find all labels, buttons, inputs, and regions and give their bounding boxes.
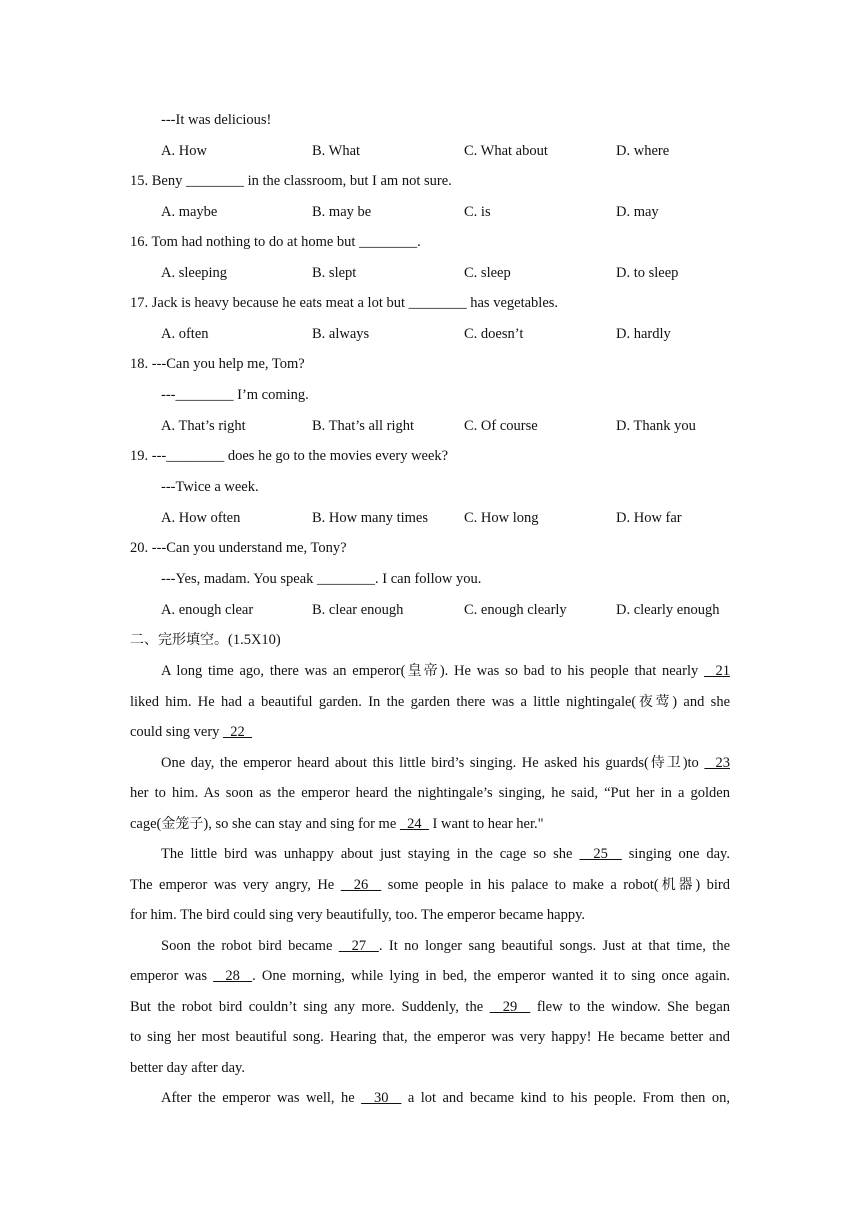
q20-reply: ---Yes, madam. You speak ________. I can follow you. xyxy=(161,571,482,587)
section-heading-score: (1.5X10) xyxy=(228,632,281,648)
p4-line3: But the robot bird couldn’t sing any more. Suddenly, the 29 flew to the window. She began xyxy=(130,999,730,1015)
q17-stem: 17. Jack is heavy because he eats meat a lot but ________ has vegetables. xyxy=(130,295,559,311)
section-heading xyxy=(130,631,281,649)
q15-option-a: A. maybe xyxy=(161,204,218,220)
p3-line1: The little bird was unhappy about just staying in the cage so she 25 singing one day. xyxy=(161,846,730,862)
blank-26: 26 xyxy=(340,877,382,893)
q18-option-a: A. That’s right xyxy=(161,418,246,434)
q20-option-c: C. enough clearly xyxy=(464,602,567,618)
q18-option-d: D. Thank you xyxy=(616,418,696,434)
blank-22: 22 xyxy=(223,724,253,740)
q17-option-d: D. hardly xyxy=(616,326,671,342)
p3-line2: The emperor was very angry, He 26 some people in his palace to make a robot(机器) bird xyxy=(130,877,731,893)
q17-option-c: C. doesn’t xyxy=(464,326,524,342)
p1-line3: could sing very 22 xyxy=(130,724,253,740)
blank-21: 21 xyxy=(703,663,730,679)
q19-option-c: C. How long xyxy=(464,510,539,526)
p4-line2: emperor was 28 . One morning, while lying in bed, the emperor wanted it to sing once again. xyxy=(130,968,731,984)
p1-line1: A long time ago, there was an emperor(皇帝). He was so bad to his people that nearly 21 xyxy=(161,663,730,679)
blank-27: 27 xyxy=(338,938,379,954)
q18-reply: ---________ I’m coming. xyxy=(161,387,309,403)
p2-line2: her to him. As soon as the emperor heard the nightingale’s singing, he said, “Put her in a golden xyxy=(130,785,730,801)
q18-option-b: B. That’s all right xyxy=(312,418,415,434)
p2-line1: One day, the emperor heard about this little bird’s singing. He asked his guards(侍卫)to 23 xyxy=(161,755,731,771)
q20-option-b: B. clear enough xyxy=(312,602,404,618)
p4-line4: to sing her most beautiful song. Hearing that, the emperor was very happy! He became better and xyxy=(130,1029,730,1045)
q16-option-b: B. slept xyxy=(312,265,357,281)
blank-23: 23 xyxy=(704,755,731,771)
p1-line2: liked him. He had a beautiful garden. In the garden there was a little nightingale(夜莺) and she xyxy=(130,694,731,710)
q14-option-c: C. What about xyxy=(464,143,548,159)
blank-30: 30 xyxy=(361,1090,402,1106)
q16-option-d: D. to sleep xyxy=(616,265,679,281)
p3-line3: for him. The bird could sing very beautifully, too. The emperor became happy. xyxy=(130,907,586,923)
q19-stem: 19. ---________ does he go to the movies every week? xyxy=(130,448,449,464)
section-heading-cn: 二、完形填空。 xyxy=(130,632,228,648)
p2-line3: cage(金笼子), so she can stay and sing for me 24 I want to hear her." xyxy=(130,816,544,832)
q19-reply: ---Twice a week. xyxy=(161,479,259,495)
q19-option-b: B. How many times xyxy=(312,510,428,526)
blank-25: 25 xyxy=(579,846,622,862)
q16-option-a: A. sleeping xyxy=(161,265,228,281)
q14-option-d: D. where xyxy=(616,143,670,159)
q15-stem: 15. Beny ________ in the classroom, but I am not sure. xyxy=(130,173,452,189)
q14-option-b: B. What xyxy=(312,143,361,159)
p5-line1: After the emperor was well, he 30 a lot and became kind to his people. From then on, xyxy=(161,1090,730,1106)
q16-option-c: C. sleep xyxy=(464,265,511,281)
blank-29: 29 xyxy=(489,999,531,1015)
q17-option-b: B. always xyxy=(312,326,370,342)
blank-28: 28 xyxy=(213,968,253,984)
blank-24: 24 xyxy=(399,816,429,832)
q18-option-c: C. Of course xyxy=(464,418,538,434)
q18-stem: 18. ---Can you help me, Tom? xyxy=(130,356,305,372)
q14-answer-line: ---It was delicious! xyxy=(161,112,272,128)
q20-stem: 20. ---Can you understand me, Tony? xyxy=(130,540,347,556)
q17-option-a: A. often xyxy=(161,326,209,342)
q14-option-a: A. How xyxy=(161,143,207,159)
q15-option-d: D. may xyxy=(616,204,659,220)
q15-option-c: C. is xyxy=(464,204,491,220)
p4-line5: better day after day. xyxy=(130,1060,245,1076)
q15-option-b: B. may be xyxy=(312,204,372,220)
q19-option-d: D. How far xyxy=(616,510,682,526)
q19-option-a: A. How often xyxy=(161,510,241,526)
q16-stem: 16. Tom had nothing to do at home but ________. xyxy=(130,234,421,250)
q20-option-d: D. clearly enough xyxy=(616,602,720,618)
p4-line1: Soon the robot bird became 27 . It no longer sang beautiful songs. Just at that time, the xyxy=(161,938,730,954)
q20-option-a: A. enough clear xyxy=(161,602,254,618)
